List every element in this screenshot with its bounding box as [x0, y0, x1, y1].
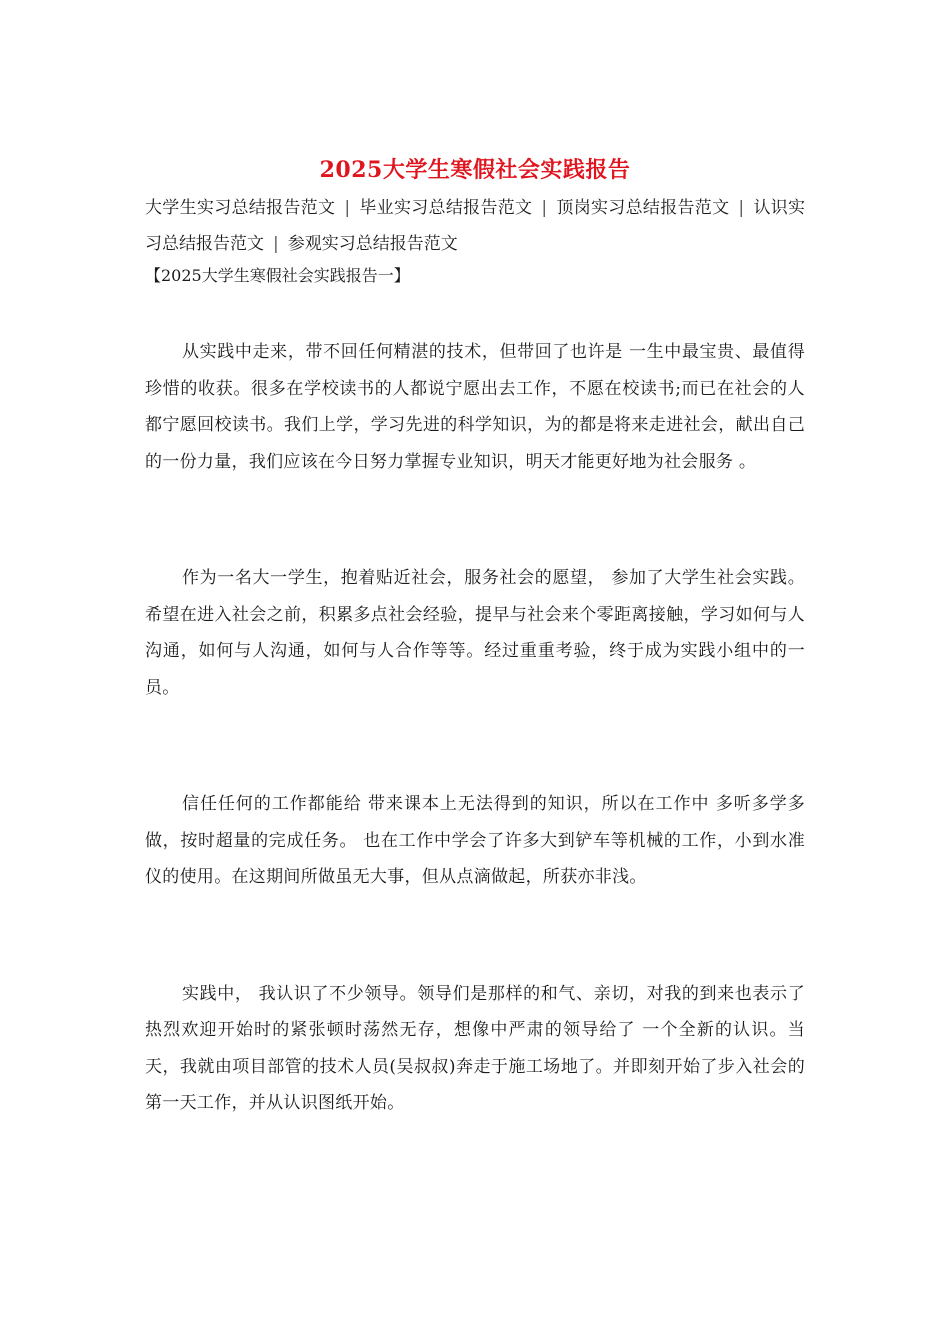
related-links	[145, 190, 805, 262]
body-paragraph: 信任任何的工作都能给 带来课本上无法得到的知识，所以在工作中 多听多学多做，按时超量的完成任务。 也在工作中学会了许多大到铲车等机械的工作，小到水准仪的使用。在这期间所做虽无大事，但从点滴做起，所获亦非浅。	[145, 794, 805, 887]
body-paragraph: 实践中， 我认识了不少领导。领导们是那样的和气、亲切，对我的到来也表示了热烈欢迎开始时的紧张顿时荡然无存，想像中严肃的领导给了 一个全新的认识。当天，我就由项目部管的技术人员(吴叔叔)奔走于施工场地了。并即刻开始了步入社会的第一天工作，并从认识图纸开始。	[145, 983, 805, 1113]
link-separator: |	[738, 198, 745, 218]
body-paragraph: 从实践中走来，带不回任何精湛的技术，但带回了也许是 一生中最宝贵、最值得珍惜的收获。很多在学校读书的人都说宁愿出去工作，不愿在校读书;而已在社会的人都宁愿回校读书。我们上学，学习先进的科学知识，为的都是将来走进社会，献出自己的一份力量，我们应该在今日努力掌握专业知识，明天才能更好地为社会服务 。	[145, 342, 805, 472]
related-link-cognition-internship[interactable]: 认识实习总结报告范文	[145, 198, 806, 254]
document-page	[145, 150, 805, 1122]
related-link-graduation-internship[interactable]: 毕业实习总结报告范文	[359, 198, 533, 218]
related-link-internship-summary[interactable]: 大学生实习总结报告范文	[145, 198, 336, 218]
related-link-post-internship[interactable]: 顶岗实习总结报告范文	[556, 198, 730, 218]
section-heading: 【2025大学生寒假社会实践报告一】	[145, 266, 410, 285]
link-separator: |	[344, 198, 351, 218]
related-link-visit-internship[interactable]: 参观实习总结报告范文	[287, 234, 458, 254]
link-separator: |	[541, 198, 548, 218]
body-paragraph: 作为一名大一学生，抱着贴近社会，服务社会的愿望， 参加了大学生社会实践。希望在进入社会之前，积累多点社会经验，提早与社会来个零距离接触，学习如何与人沟通，如何与人沟通，如何与人合作等等。经过重重考验，终于成为实践小组中的一员。	[145, 568, 805, 698]
link-separator: |	[273, 234, 279, 254]
document-title: 2025大学生寒假社会实践报告	[319, 157, 631, 183]
